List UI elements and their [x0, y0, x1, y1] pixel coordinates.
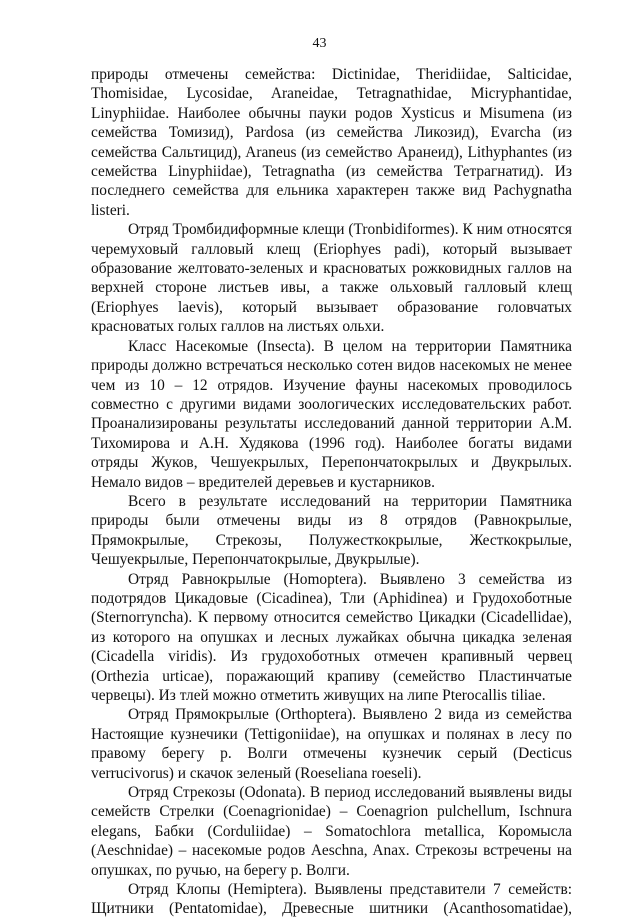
text-body [91, 65, 572, 919]
paragraph-trombidiformes: Отряд Тромбидиформные клещи (Tronbidiformes). К ним относятся черемуховый галловый клещ (Eriophyes padi), который вызывает образование желтовато-зеленых и красноватых рожковидных галлов на верхней стороне листьев ивы, а также ольховый галловый клещ (Eriophyes laevis), который вызывает образование головчатых красноватых голых галлов на листьях ольхи. [91, 221, 572, 336]
paragraph-orders-overview: Всего в результате исследований на территории Памятника природы были отмечены виды из 8 отрядов (Равнокрылые, Прямокрылые, Стрекозы, Полужесткокрылые, Жесткокрылые, Чешуекрылые, Перепончатокрылые, Двукрылые). [91, 492, 572, 569]
paragraph-insecta: Класс Насекомые (Insecta). В целом на территории Памятника природы должно встречаться несколько сотен видов насекомых не менее чем из 10 – 12 отрядов. Изучение фауны насекомых проводилось совместно с другими видами зоологических исследовательских работ. Проанализированы результаты исследований данной территории А.М. Тихомирова и А.Н. Худякова (1996 год). Наиболее богаты видами отряды Жуков, Чешуекрылых, Перепончатокрылых и Двукрылых. Немало видов – вредителей деревьев и кустарников. [91, 337, 572, 491]
paragraph-hemiptera: Отряд Клопы (Hemiptera). Выявлены представители 7 семейств: Щитники (Pentatomidae), Древесные шитники (Acanthosomatidae), [91, 881, 572, 918]
page-number: 43 [312, 36, 327, 51]
paragraph-spiders-continued: природы отмечены семейства: Dictinidae, Theridiidae, Salticidae, Thomisidae, Lycosidae, Araneidae, Tetragnathidae, Micryphantidae, Linyphiidae. Наиболее обычны пауки родов Xysticus и Misumena (из семейства Томизид), Pardosa (из семейства Ликозид), Evarcha (из семейства Сальтицид), Araneus (из семейство Аранеид), Lithyphantes (из семейства Linyphiidae), Tetragnatha (из семейства Тетрагнатид). Из последнего семейства для ельника характерен также вид Pachygnatha listeri. [91, 66, 572, 219]
paragraph-orthoptera: Отряд Прямокрылые (Orthoptera). Выявлено 2 вида из семейства Настоящие кузнечики (Tettigoniidae), на опушках и полянах в лесу по правому берегу р. Волги отмечены кузнечик серый (Decticus verrucivorus) и скачок зеленый (Roeseliana roeseli). [91, 706, 572, 782]
paragraph-homoptera: Отряд Равнокрылые (Homoptera). Выявлено 3 семейства из подотрядов Цикадовые (Cicadinea), Тли (Aphidinea) и Грудохоботные (Sternorryncha). К первому относится семейство Цикадки (Cicadellidae), из которого на опушках и лесных лужайках обычна цикадка зеленая (Cicadella viridis). Из грудохоботных отмечен крапивный червец (Orthezia urticae), поражающий крапиву (семейство Пластинчатые червецы). Из тлей можно отметить живущих на липе Pterocallis tiliae. [91, 570, 572, 704]
paragraph-odonata: Отряд Стрекозы (Odonata). В период исследований выявлены виды семейств Стрелки (Coenagrionidae) – Coenagrion pulchellum, Ischnura elegans, Бабки (Corduliidae) – Somatochlora metallica, Коромысла (Aeschnidae) – насекомые родов Aeschna, Anax. Стрекозы встречены на опушках, по ручью, на берегу р. Волги. [91, 784, 572, 879]
